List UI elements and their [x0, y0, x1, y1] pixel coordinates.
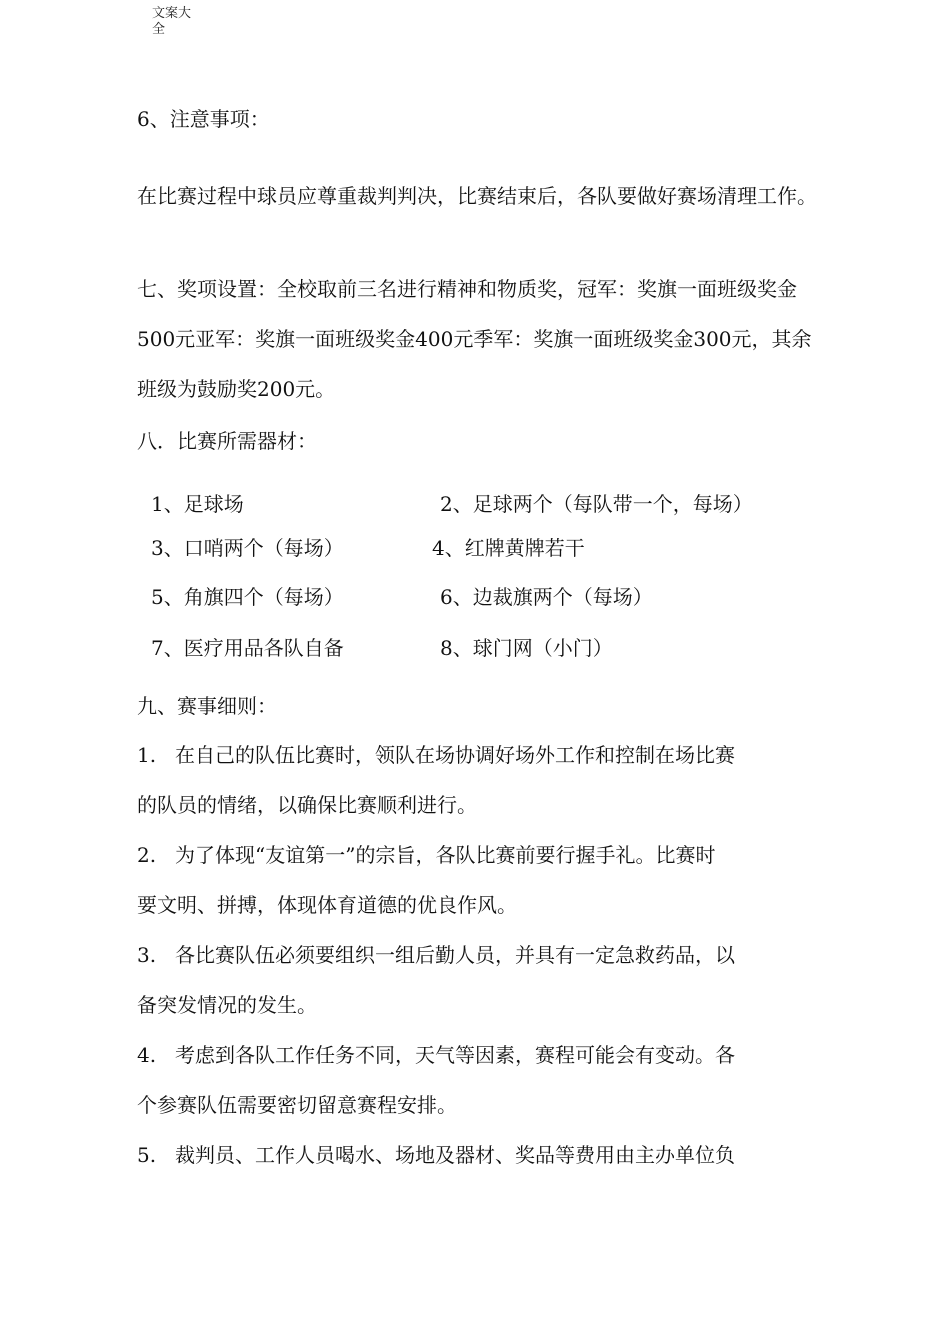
rule-continuation: 备突发情况的发生。 — [137, 993, 317, 1017]
rule-text: 在自己的队伍比赛时，领队在场协调好场外工作和控制在场比赛 — [175, 743, 735, 767]
equipment-item: 5、角旗四个（每场） — [151, 585, 344, 609]
header-label: 文案大全 — [152, 6, 192, 37]
notice-heading: 6、注意事项： — [137, 107, 270, 131]
equipment-item: 2、足球两个（每队带一个，每场） — [440, 492, 753, 516]
rule-text: 考虑到各队工作任务不同，天气等因素，赛程可能会有变动。各 — [175, 1043, 735, 1067]
rule-number: 5. — [137, 1143, 157, 1167]
rule-continuation: 的队员的情绪，以确保比赛顺利进行。 — [137, 793, 477, 817]
rule-number: 2. — [137, 843, 157, 867]
rule-item — [137, 939, 827, 968]
rules-heading: 九、赛事细则： — [137, 694, 277, 718]
rule-continuation: 个参赛队伍需要密切留意赛程安排。 — [137, 1093, 457, 1117]
rule-item — [137, 1039, 827, 1068]
rule-item — [137, 1139, 827, 1168]
rule-text: 为了体现“友谊第一”的宗旨，各队比赛前要行握手礼。比赛时 — [175, 843, 716, 867]
equipment-item: 7、医疗用品各队自备 — [151, 636, 344, 660]
notice-body: 在比赛过程中球员应尊重裁判判决，比赛结束后，各队要做好赛场清理工作。 — [137, 184, 817, 208]
rule-text: 裁判员、工作人员喝水、场地及器材、奖品等费用由主办单位负 — [175, 1143, 735, 1167]
rule-number: 3. — [137, 943, 157, 967]
rule-item — [137, 839, 827, 868]
equipment-item: 4、红牌黄牌若干 — [432, 536, 585, 560]
rule-continuation: 要文明、拼搏，体现体育道德的优良作风。 — [137, 893, 517, 917]
equipment-heading: 八．比赛所需器材： — [137, 429, 317, 453]
equipment-item: 8、球门网（小门） — [440, 636, 613, 660]
awards-paragraph: 七、奖项设置：全校取前三名进行精神和物质奖，冠军：奖旗一面班级奖金500元亚军：奖旗一面班级奖金400元季军：奖旗一面班级奖金300元，其余班级为鼓励奖200元。 — [137, 277, 812, 401]
equipment-item: 6、边裁旗两个（每场） — [440, 585, 653, 609]
rule-text: 各比赛队伍必须要组织一组后勤人员，并具有一定急救药品，以 — [175, 943, 735, 967]
equipment-item: 1、足球场 — [151, 492, 244, 516]
rule-number: 4. — [137, 1043, 157, 1067]
rule-number: 1. — [137, 743, 157, 767]
rule-item — [137, 739, 827, 768]
equipment-item: 3、口哨两个（每场） — [151, 536, 344, 560]
